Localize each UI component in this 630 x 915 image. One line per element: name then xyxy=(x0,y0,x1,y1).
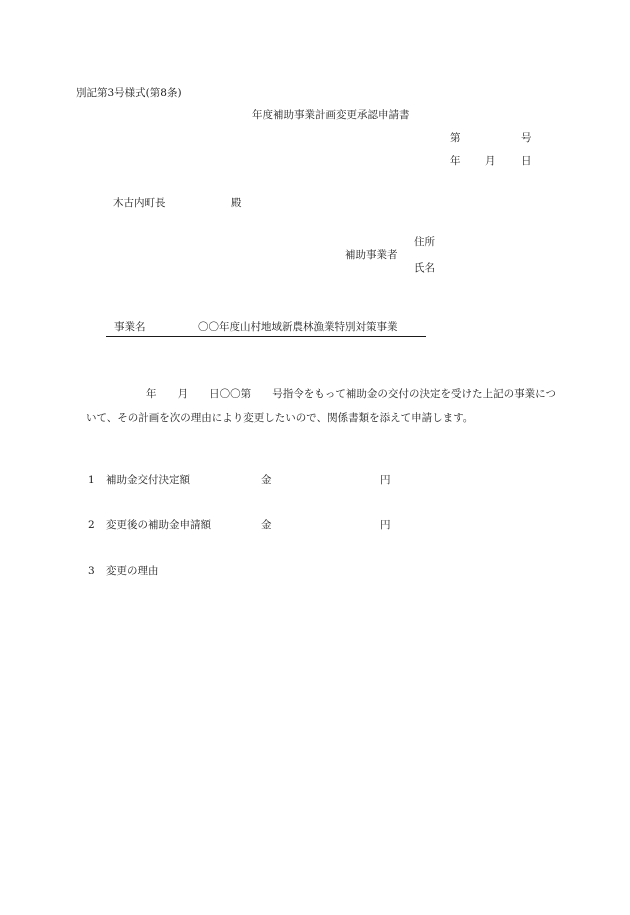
addressee-name: 木古内町長 xyxy=(113,197,166,209)
date-month: 月 xyxy=(485,155,496,167)
project-name-line xyxy=(106,322,426,337)
item-2-en: 円 xyxy=(380,519,391,531)
project-value: 〇〇年度山村地域新農林漁業特別対策事業 xyxy=(198,321,398,333)
item-2-label: 変更後の補助金申請額 xyxy=(106,519,211,531)
item-1-number: 1 xyxy=(88,474,95,486)
document-title: 年度補助事業計画変更承認申請書 xyxy=(252,109,410,121)
item-1-en: 円 xyxy=(380,474,391,486)
item-2-number: 2 xyxy=(88,519,95,531)
item-3-label: 変更の理由 xyxy=(106,565,159,577)
body-text-part1: 年 月 日〇〇第 号指令をもって補助金の交付の決定を受けた上記の事業について、その計画を次の理由により変更したいので、関係書類を添えて申請します。 xyxy=(86,388,556,424)
addressee-honorific: 殿 xyxy=(231,197,242,209)
applicant-role-label: 補助事業者 xyxy=(345,249,398,261)
applicant-address-label: 住所 xyxy=(414,236,435,248)
item-1-kin: 金 xyxy=(261,474,272,486)
project-label: 事業名 xyxy=(114,321,146,333)
application-body-text xyxy=(86,383,556,430)
item-3-number: 3 xyxy=(88,565,95,577)
doc-number-dai: 第 xyxy=(450,132,461,144)
item-1-label: 補助金交付決定額 xyxy=(106,474,190,486)
date-year: 年 xyxy=(450,155,461,167)
item-2-kin: 金 xyxy=(261,519,272,531)
doc-number-go: 号 xyxy=(521,132,532,144)
applicant-name-label: 氏名 xyxy=(414,262,435,274)
date-day: 日 xyxy=(521,155,532,167)
form-number: 別記第3号様式(第8条) xyxy=(76,87,182,99)
